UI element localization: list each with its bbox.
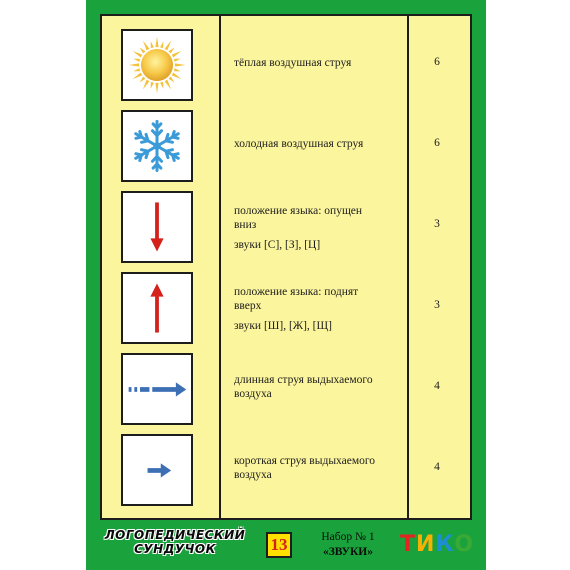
sounds-line: звуки [С], [З], [Ц] — [234, 239, 321, 251]
snowflake-icon — [123, 112, 191, 180]
arrow-down-icon — [123, 193, 191, 261]
description-line: воздуха — [234, 469, 272, 481]
table-row — [102, 16, 470, 97]
icon-card — [121, 353, 193, 425]
row-description — [234, 137, 404, 151]
row-count: 3 — [434, 299, 440, 311]
table-row — [102, 421, 470, 502]
brand-letter: О — [454, 532, 475, 557]
description-line: воздуха — [234, 388, 272, 400]
icon-card — [121, 272, 193, 344]
brand-logo — [400, 533, 474, 557]
icon-card — [121, 434, 193, 506]
description-line: короткая струя выдыхаемого — [234, 455, 376, 467]
row-description — [234, 56, 404, 70]
sun-icon — [123, 31, 191, 99]
icon-card — [121, 29, 193, 101]
brand-letter: Т — [400, 532, 417, 557]
series-title-line1: ЛОГОПЕДИЧЕСКИЙ — [104, 528, 246, 542]
brand-letter: К — [435, 532, 455, 557]
description-line: вниз — [234, 219, 257, 231]
row-count: 6 — [434, 56, 440, 68]
row-count: 4 — [434, 380, 440, 392]
description-line: холодная воздушная струя — [234, 138, 364, 150]
icon-card — [121, 110, 193, 182]
set-name: «ЗВУКИ» — [322, 546, 374, 558]
description-line: положение языка: поднят — [234, 286, 359, 298]
description-line: тёплая воздушная струя — [234, 57, 352, 69]
description-line: положение языка: опущен — [234, 205, 363, 217]
table-row — [102, 259, 470, 340]
series-title — [100, 528, 250, 556]
card-footer — [86, 520, 486, 570]
table-row — [102, 178, 470, 259]
row-count: 6 — [434, 137, 440, 149]
row-description — [234, 204, 404, 252]
table-row — [102, 97, 470, 178]
short-arrow-icon — [123, 436, 191, 504]
table-row — [102, 340, 470, 421]
set-info — [308, 530, 388, 560]
row-count: 3 — [434, 218, 440, 230]
description-line: длинная струя выдыхаемого — [234, 374, 373, 386]
card-number-badge: 13 — [266, 532, 292, 558]
row-description — [234, 454, 404, 482]
icon-card — [121, 191, 193, 263]
row-count: 4 — [434, 461, 440, 473]
series-title-line2: СУНДУЧОК — [134, 542, 216, 556]
brand-letter: И — [416, 532, 436, 557]
set-label: Набор № 1 — [321, 531, 375, 543]
sounds-line: звуки [Ш], [Ж], [Щ] — [234, 320, 332, 332]
arrow-up-icon — [123, 274, 191, 342]
row-description — [234, 373, 404, 401]
legend-table — [100, 14, 472, 520]
description-line: вверх — [234, 300, 262, 312]
row-description — [234, 285, 404, 333]
long-dashed-arrow-icon — [123, 355, 191, 423]
